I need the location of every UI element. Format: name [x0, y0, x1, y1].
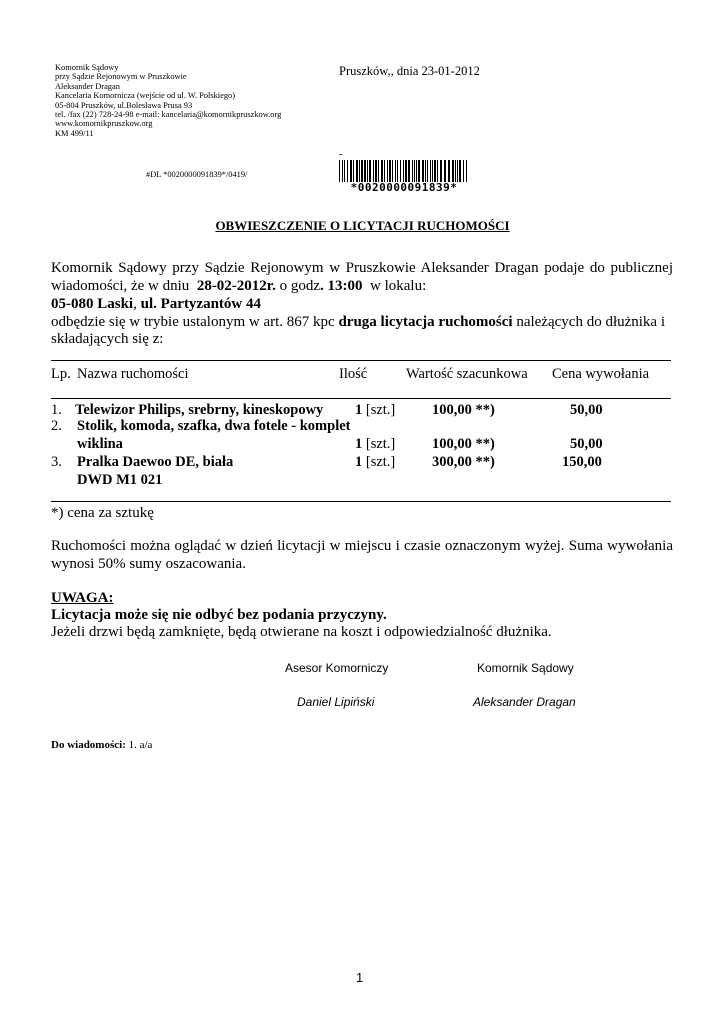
barcode-bar [405, 160, 407, 182]
barcode-bar [387, 160, 388, 182]
barcode-bar [373, 160, 374, 182]
table-header-value: Wartość szacunkowa [406, 366, 528, 382]
barcode-bar [361, 160, 363, 182]
intro-text: w lokalu: [362, 278, 427, 294]
address-city: 05-080 Laski [51, 296, 134, 312]
sender-line: Komornik Sądowy [55, 63, 119, 72]
barcode [339, 160, 469, 192]
table-row-lp: 2. [51, 418, 62, 434]
table-row-qty [355, 454, 395, 471]
barcode-bar [378, 160, 379, 182]
intro-text: Komornik Sądowy przy Sądzie Rejonowym w Pruszkowie Aleksander Dragan podaje do publicznej [51, 260, 673, 276]
barcode-bar [375, 160, 377, 182]
barcode-bar [434, 160, 436, 182]
cc-line [51, 739, 152, 751]
barcode-bar [463, 160, 464, 182]
barcode-bar [422, 160, 424, 182]
signature-left-name: Daniel Lipiński [297, 695, 375, 709]
barcode-bars [339, 160, 469, 182]
sender-line: tel. /fax (22) 728-24-98 e-mail: kancelaria@komornikpruszkow.org [55, 110, 282, 120]
address-street: ul. Partyzantów 44 [140, 296, 262, 312]
barcode-bar [395, 160, 396, 182]
signature-right-name: Aleksander Dragan [473, 695, 576, 709]
signature-right-title: Komornik Sądowy [477, 661, 574, 675]
barcode-bar [457, 160, 458, 182]
table-header-price: Cena wywołania [552, 366, 650, 382]
barcode-bar [347, 160, 348, 182]
page-number: 1 [356, 970, 364, 985]
warning-bold-line: Licytacja może się nie odbyć bez podania przyczyny. [51, 607, 387, 623]
barcode-bar [369, 160, 371, 182]
auction-type: druga licytacja ruchomości [338, 314, 513, 330]
barcode-bar [359, 160, 360, 182]
barcode-dash: - [339, 149, 343, 160]
barcode-bar [430, 160, 431, 182]
case-number: KM 499/11 [55, 128, 94, 138]
barcode-bar [448, 160, 450, 182]
table-top-rule [51, 360, 671, 361]
table-header-lp: Lp. [51, 366, 71, 382]
barcode-bar [437, 160, 438, 182]
barcode-bar [452, 160, 454, 182]
table-row-name: Pralka Daewoo DE, biała [77, 454, 234, 470]
auction-date: 28-02-2012r. [196, 278, 276, 294]
barcode-bar [367, 160, 368, 182]
sender-line: Kancelaria Komornicza (wejście od ul. W. Polskiego) [55, 91, 236, 101]
sender-line: 05-804 Pruszków, ul.Bolesława Prusa 93 [55, 100, 193, 110]
sender-line: Aleksander Dragan [55, 81, 120, 91]
barcode-bar [459, 160, 461, 182]
auction-time: . 13:00 [320, 278, 363, 294]
table-header-rule [51, 398, 671, 399]
table-bottom-rule [51, 501, 671, 502]
barcode-bar [466, 160, 467, 182]
intro-text: wiadomości, że w dniu [51, 278, 197, 294]
table-row-qty [355, 436, 395, 453]
barcode-bar [353, 160, 354, 182]
barcode-text: *0020000091839* [350, 181, 458, 194]
auction-address [51, 296, 261, 314]
barcode-bar [384, 160, 385, 182]
intro-text: odbędzie się w trybie ustalonym w art. 867 kpc [51, 314, 339, 330]
intro-line-5: składających się z: [51, 331, 164, 347]
warning-line: Jeżeli drzwi będą zamknięte, będą otwierane na koszt i odpowiedzialność dłużnika. [51, 624, 552, 640]
barcode-bar [392, 160, 393, 182]
barcode-bar [455, 160, 456, 182]
table-row-lp: 1. [51, 402, 62, 418]
table-row-value: 100,00 **) [432, 402, 495, 418]
warning-heading: UWAGA: [51, 590, 114, 606]
barcode-bar [339, 160, 340, 182]
place-date: Pruszków,, dnia 23-01-2012 [339, 64, 480, 78]
barcode-bar [350, 160, 352, 182]
barcode-bar [397, 160, 398, 182]
table-row-qty [355, 402, 395, 419]
table-header-qty: Ilość [339, 366, 368, 382]
barcode-bar [356, 160, 358, 182]
footnote: *) cena za sztukę [51, 505, 154, 521]
cc-label: Do wiadomości: [51, 739, 126, 751]
barcode-bar [414, 160, 415, 182]
barcode-bar [444, 160, 446, 182]
barcode-bar [400, 160, 401, 182]
barcode-bar [425, 160, 426, 182]
barcode-bar [364, 160, 366, 182]
intro-text: należących do dłużnika i [512, 314, 666, 330]
sender-block [55, 63, 281, 138]
table-header-name: Nazwa ruchomości [77, 366, 189, 382]
intro-line-2 [51, 278, 426, 296]
table-row-name: Stolik, komoda, szafka, dwa fotele - komplet [77, 418, 351, 434]
barcode-bar [432, 160, 433, 182]
viewing-line-2: wynosi 50% sumy oszacowania. [51, 556, 246, 572]
qty-value: 1 [355, 402, 363, 418]
barcode-bar [408, 160, 410, 182]
qty-value: 1 [355, 436, 363, 452]
dl-code: #DL *0020000091839*/0419/ [146, 170, 248, 179]
address-sep: , [133, 296, 141, 312]
sender-line: przy Sądzie Rejonowym w Pruszkowie [55, 72, 187, 82]
signature-left-title: Asesor Komorniczy [285, 661, 389, 675]
sender-line: www.komornikpruszkow.org [55, 119, 153, 129]
barcode-bar [440, 160, 442, 182]
barcode-bar [412, 160, 413, 182]
table-row-name-cont: wiklina [77, 436, 123, 452]
document-title: OBWIESZCZENIE O LICYTACJI RUCHOMOŚCI [215, 218, 510, 233]
viewing-text: Ruchomości można oglądać w dzień licytacji w miejscu i czasie oznaczonym wyżej. Suma wywołania [51, 538, 673, 554]
qty-unit: [szt.] [362, 436, 396, 452]
table-row-price: 50,00 [570, 436, 603, 452]
cc-value: 1. a/a [125, 739, 153, 751]
qty-unit: [szt.] [362, 454, 396, 470]
barcode-bar [418, 160, 420, 182]
qty-unit: [szt.] [362, 402, 396, 418]
barcode-bar [381, 160, 383, 182]
barcode-bar [344, 160, 345, 182]
table-row-name: Telewizor Philips, srebrny, kineskopowy [75, 402, 324, 418]
barcode-bar [427, 160, 428, 182]
barcode-bar [403, 160, 404, 182]
intro-line-1 [51, 260, 673, 278]
table-row-price: 50,00 [570, 402, 603, 418]
qty-value: 1 [355, 454, 363, 470]
table-row-lp: 3. [51, 454, 62, 470]
intro-text: o godz [275, 278, 321, 294]
table-row-price: 150,00 [562, 454, 602, 470]
barcode-bar [342, 160, 343, 182]
barcode-bar [389, 160, 391, 182]
table-row-value: 100,00 **) [432, 436, 495, 452]
barcode-bar [416, 160, 417, 182]
intro-line-4 [51, 314, 665, 332]
viewing-line-1 [51, 538, 673, 556]
table-row-name-cont: DWD M1 021 [77, 472, 163, 488]
table-row-value: 300,00 **) [432, 454, 495, 470]
